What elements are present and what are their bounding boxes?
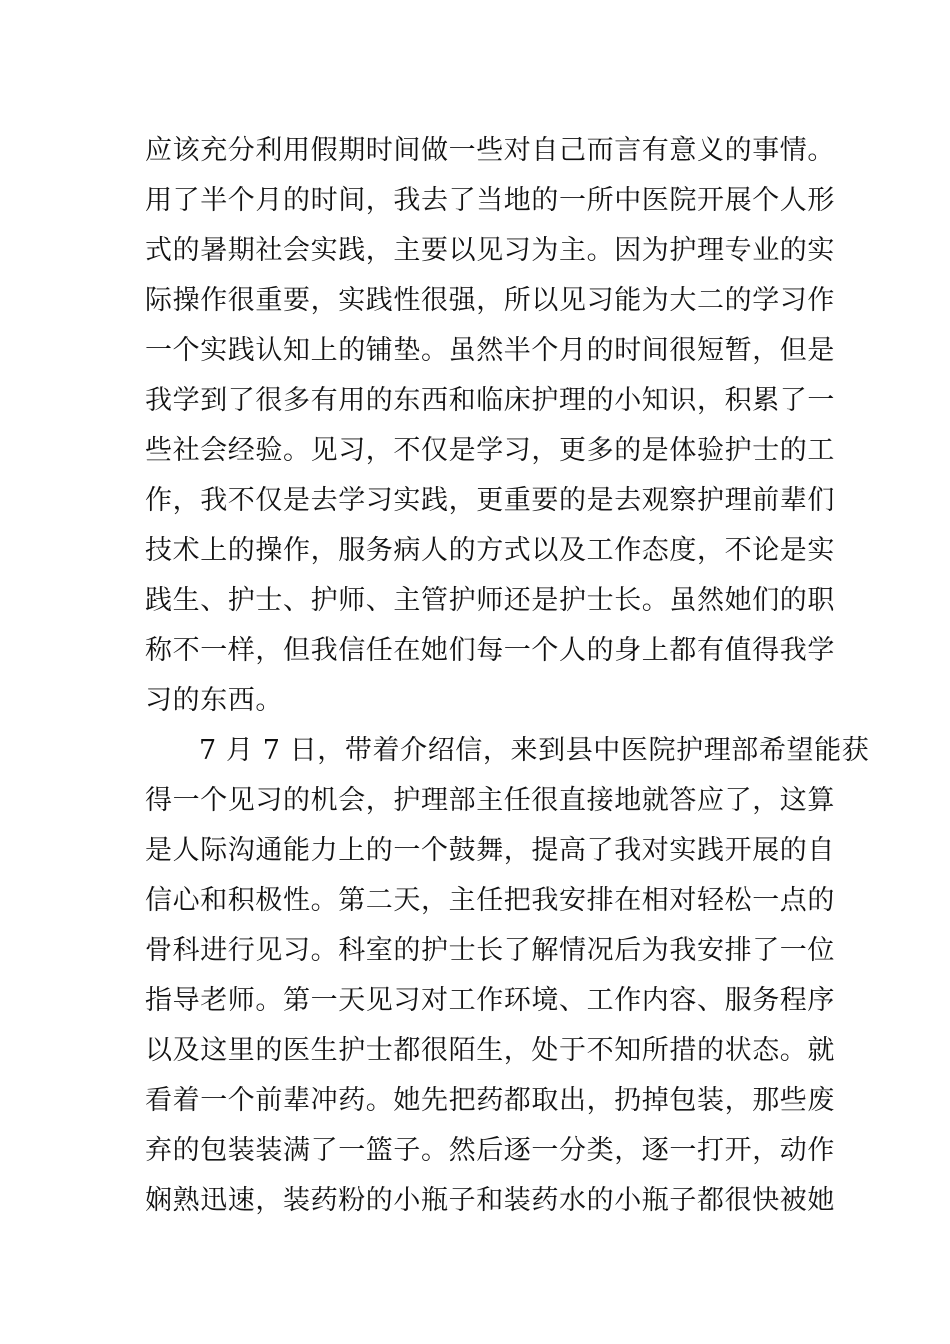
text-line: 骨科进行见习。科室的护士长了解情况后为我安排了一位 <box>145 935 835 966</box>
text-line: 得一个见习的机会，护理部主任很直接地就答应了，这算 <box>145 785 835 816</box>
text-line: 习的东西。 <box>145 685 283 716</box>
text-line: 作，我不仅是去学习实践，更重要的是去观察护理前辈们 <box>145 485 835 516</box>
text-line: 应该充分利用假期时间做一些对自己而言有意义的事情。 <box>145 135 835 166</box>
text-line: 一个实践认知上的铺垫。虽然半个月的时间很短暂，但是 <box>145 335 835 366</box>
text-line: 娴熟迅速，装药粉的小瓶子和装药水的小瓶子都很快被她 <box>145 1185 835 1216</box>
text-line: 是人际沟通能力上的一个鼓舞，提高了我对实践开展的自 <box>145 835 835 866</box>
text-line: 信心和积极性。第二天，主任把我安排在相对轻松一点的 <box>145 885 835 916</box>
text-line: 7 月 7 日，带着介绍信，来到县中医院护理部希望能获 <box>199 735 870 766</box>
text-line: 弃的包装装满了一篮子。然后逐一分类，逐一打开，动作 <box>145 1135 835 1166</box>
text-line: 技术上的操作，服务病人的方式以及工作态度，不论是实 <box>145 535 835 566</box>
text-line: 些社会经验。见习，不仅是学习，更多的是体验护士的工 <box>145 435 835 466</box>
text-line: 用了半个月的时间，我去了当地的一所中医院开展个人形 <box>145 185 835 216</box>
text-line: 以及这里的医生护士都很陌生，处于不知所措的状态。就 <box>145 1035 835 1066</box>
text-line: 际操作很重要，实践性很强，所以见习能为大二的学习作 <box>145 285 835 316</box>
text-line: 践生、护士、护师、主管护师还是护士长。虽然她们的职 <box>145 585 835 616</box>
text-line: 指导老师。第一天见习对工作环境、工作内容、服务程序 <box>145 985 835 1016</box>
text-line: 我学到了很多有用的东西和临床护理的小知识，积累了一 <box>145 385 835 416</box>
text-line: 看着一个前辈冲药。她先把药都取出，扔掉包装，那些废 <box>145 1085 835 1116</box>
text-line: 称不一样，但我信任在她们每一个人的身上都有值得我学 <box>145 635 835 666</box>
text-line: 式的暑期社会实践，主要以见习为主。因为护理专业的实 <box>145 235 835 266</box>
